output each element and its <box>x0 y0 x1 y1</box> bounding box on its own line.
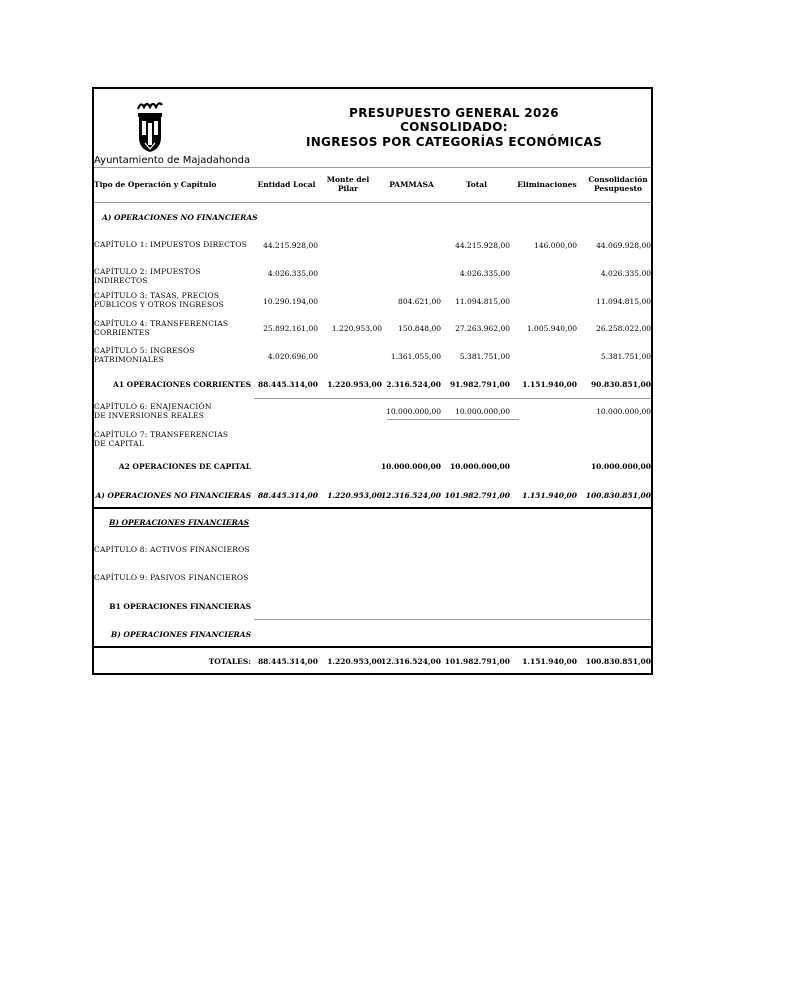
column-header-operation: Tipo de Operación y Capítulo <box>94 180 217 189</box>
cell-cap5-pammasa: 1.361.055,00 <box>390 352 441 361</box>
cell-a1-pammasa: 2.316.524,00 <box>386 380 441 389</box>
cell-a2-pammasa: 10.000.000,00 <box>380 462 441 471</box>
cell-cap6-pammasa: 10.000.000,00 <box>386 407 441 416</box>
cell-totales-elim: 1.151.940,00 <box>522 657 577 666</box>
cell-cap1-total: 44.215.928,00 <box>455 241 510 250</box>
cell-cap5-total: 5.381.751,00 <box>459 352 510 361</box>
row-label-cap4: CAPÍTULO 4: TRANSFERENCIAS CORRIENTES <box>94 319 229 337</box>
municipality-name: Ayuntamiento de Majadahonda <box>94 155 251 166</box>
cell-a1-consol: 90.830.851,00 <box>590 380 651 389</box>
cell-totales-consol: 100.830.851,00 <box>585 657 651 666</box>
cell-cap4-total: 27.263.962,00 <box>455 324 510 333</box>
cell-cap2-local: 4.026.335,00 <box>267 269 318 278</box>
divider <box>254 398 651 399</box>
cell-a1-total: 91.982.791,00 <box>449 380 510 389</box>
cell-cap2-consol: 4.026.335,00 <box>600 269 651 278</box>
section-b-heading: B) OPERACIONES FINANCIERAS <box>109 518 250 527</box>
cell-cap4-elim: 1.005.940,00 <box>526 324 577 333</box>
column-header-entidad-local: Entidad Local <box>257 180 316 189</box>
row-label-cap8: CAPÍTULO 8: ACTIVOS FINANCIEROS <box>94 545 250 554</box>
row-label-a-total: A) OPERACIONES NO FINANCIERAS <box>95 491 251 500</box>
cell-a1-elim: 1.151.940,00 <box>522 380 577 389</box>
cell-cap1-elim: 146.000,00 <box>534 241 577 250</box>
cell-cap2-total: 4.026.335,00 <box>459 269 510 278</box>
cell-atot-monte: 1.220.953,00 <box>327 491 382 500</box>
column-header-eliminaciones: Eliminaciones <box>517 180 577 189</box>
cell-cap4-monte: 1.220.953,00 <box>331 324 382 333</box>
cell-cap5-consol: 5.381.751,00 <box>600 352 651 361</box>
row-label-cap9: CAPÍTULO 9: PASIVOS FINANCIEROS <box>94 573 249 582</box>
row-label-cap1: CAPÍTULO 1: IMPUESTOS DIRECTOS <box>94 240 247 249</box>
divider <box>94 202 651 203</box>
report-subtitle: CONSOLIDADO: <box>400 120 508 134</box>
report-title: PRESUPUESTO GENERAL 2026 <box>349 106 559 120</box>
cell-cap4-consol: 26.258.022,00 <box>596 324 651 333</box>
cell-cap3-total: 11.094.815,00 <box>455 297 510 306</box>
municipal-coat-of-arms-logo <box>136 99 164 153</box>
section-divider <box>94 507 651 509</box>
budget-sheet <box>92 87 653 675</box>
cell-cap4-local: 25.892.161,00 <box>263 324 318 333</box>
row-label-cap7: CAPÍTULO 7: TRANSFERENCIAS DE CAPITAL <box>94 430 229 448</box>
cell-atot-pammasa: 12.316.524,00 <box>380 491 441 500</box>
row-label-cap6: CAPÍTULO 6: ENAJENACIÓN DE INVERSIONES REALES <box>94 402 212 420</box>
row-label-a1: A1 OPERACIONES CORRIENTES <box>113 380 251 389</box>
cell-totales-monte: 1.220.953,00 <box>327 657 382 666</box>
cell-cap3-consol: 11.094.815,00 <box>596 297 651 306</box>
cell-a2-consol: 10.000.000,00 <box>590 462 651 471</box>
cell-a2-total: 10.000.000,00 <box>449 462 510 471</box>
section-divider <box>94 646 651 648</box>
cell-totales-pammasa: 12.316.524,00 <box>380 657 441 666</box>
cell-totales-total: 101.982.791,00 <box>444 657 510 666</box>
cell-cap6-consol: 10.000.000,00 <box>596 407 651 416</box>
cell-cap6-total: 10.000.000,00 <box>455 407 510 416</box>
cell-cap4-pammasa: 150.848,00 <box>398 324 441 333</box>
cell-atot-elim: 1.151.940,00 <box>522 491 577 500</box>
column-header-consolidacion: Consolidación Pesupuesto <box>588 175 648 193</box>
cell-a1-monte: 1.220.953,00 <box>327 380 382 389</box>
section-a-heading: A) OPERACIONES NO FINANCIERAS <box>102 213 258 222</box>
column-header-pammasa: PAMMASA <box>389 180 434 189</box>
column-header-total: Total <box>466 180 487 189</box>
row-label-cap2: CAPÍTULO 2: IMPUESTOS INDIRECTOS <box>94 267 201 285</box>
column-header-monte-pilar: Monte del Pilar <box>326 175 370 193</box>
cell-cap1-consol: 44.069.928,00 <box>596 241 651 250</box>
row-label-b-total: B) OPERACIONES FINANCIERAS <box>110 630 251 639</box>
cell-atot-consol: 100.830.851,00 <box>585 491 651 500</box>
report-subtitle-category: INGRESOS POR CATEGORÍAS ECONÓMICAS <box>305 135 603 149</box>
divider <box>387 419 519 420</box>
row-label-cap5: CAPÍTULO 5: INGRESOS PATRIMONIALES <box>94 346 195 364</box>
cell-atot-local: 88.445.314,00 <box>257 491 318 500</box>
cell-cap1-local: 44.215.928,00 <box>263 241 318 250</box>
row-label-a2: A2 OPERACIONES DE CAPITAL <box>118 462 251 471</box>
cell-cap3-local: 10.290.194,00 <box>263 297 318 306</box>
row-label-cap3: CAPÍTULO 3: TASAS, PRECIOS PÚBLICOS Y OTROS INGRESOS <box>94 291 224 309</box>
cell-atot-total: 101.982.791,00 <box>444 491 510 500</box>
cell-cap3-pammasa: 804.621,00 <box>398 297 441 306</box>
cell-a1-local: 88.445.314,00 <box>257 380 318 389</box>
row-label-totales: TOTALES: <box>208 657 251 666</box>
divider <box>254 619 651 620</box>
cell-totales-local: 88.445.314,00 <box>257 657 318 666</box>
row-label-b1: B1 OPERACIONES FINANCIERAS <box>109 602 251 611</box>
divider <box>94 167 651 168</box>
cell-cap5-local: 4.020.696,00 <box>267 352 318 361</box>
